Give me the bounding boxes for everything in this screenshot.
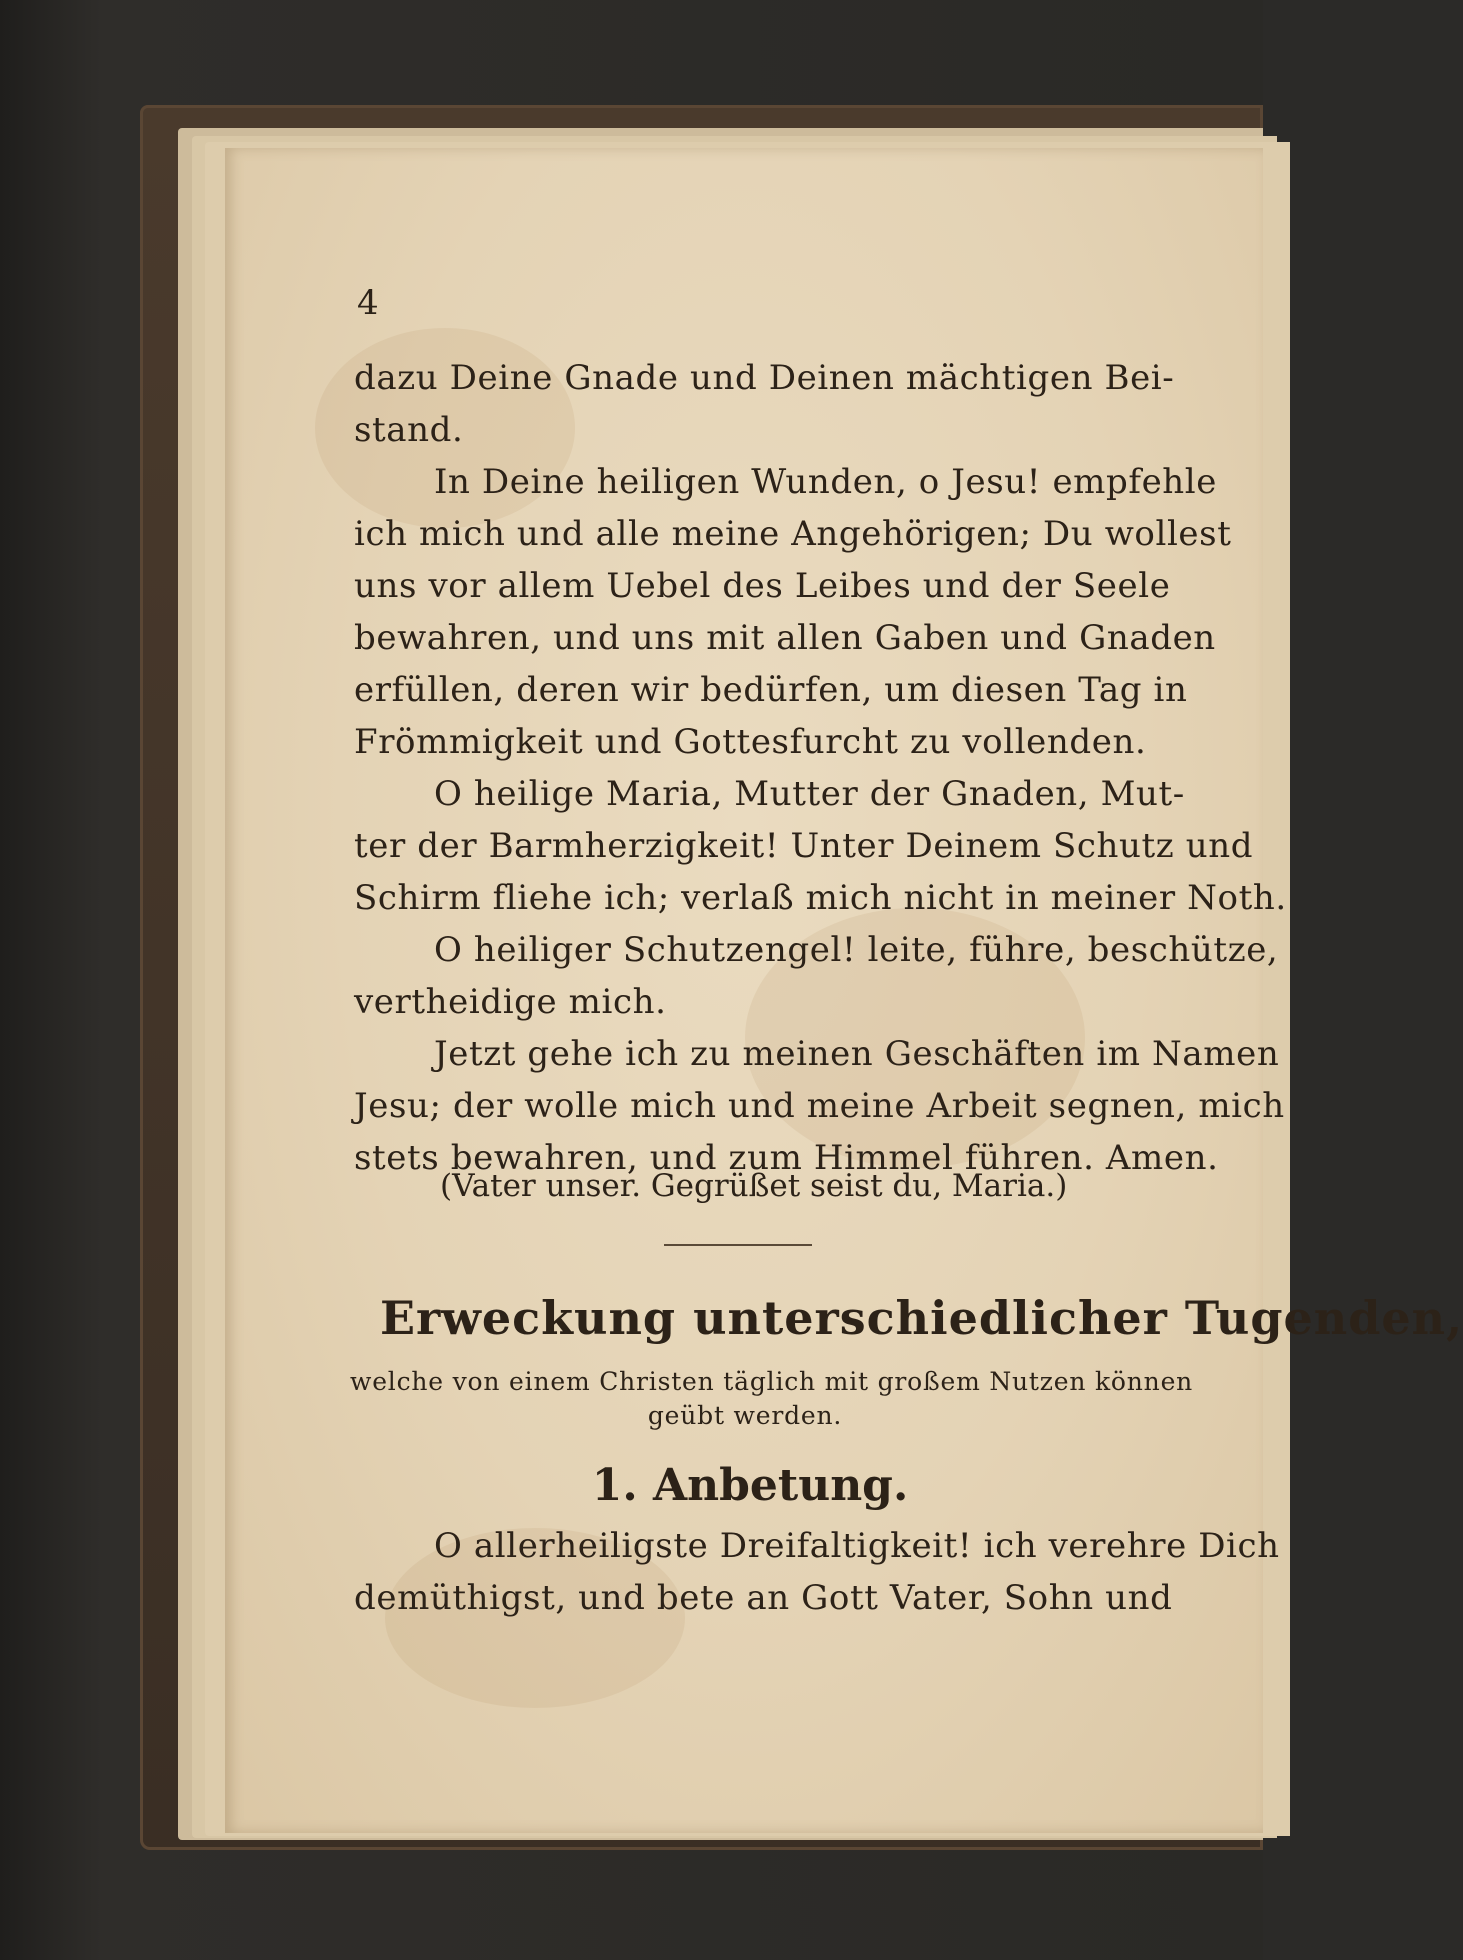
- text-line: Jetzt gehe ich zu meinen Geschäften im Namen: [434, 1034, 1280, 1074]
- page-number: 4: [357, 283, 379, 323]
- text-line: bewahren, und uns mit allen Gaben und Gnaden: [354, 618, 1216, 658]
- text-line: O heiliger Schutzengel! leite, führe, beschütze,: [434, 930, 1279, 970]
- text-line: Jesu; der wolle mich und meine Arbeit segnen, mich: [354, 1086, 1285, 1126]
- text-line: demüthigst, und bete an Gott Vater, Sohn und: [354, 1578, 1173, 1618]
- text-line: ich mich und alle meine Angehörigen; Du wollest: [354, 514, 1232, 554]
- text-line: O allerheiligste Dreifaltigkeit! ich verehre Dich: [434, 1526, 1280, 1566]
- section-subtitle: welche von einem Christen täglich mit großem Nutzen können: [350, 1367, 1194, 1396]
- text-line: erfüllen, deren wir bedürfen, um diesen Tag in: [354, 670, 1188, 710]
- text-line: In Deine heiligen Wunden, o Jesu! empfehle: [434, 462, 1217, 502]
- prayer-caption: (Vater unser. Gegrüßet seist du, Maria.): [440, 1168, 1068, 1204]
- text-line: O heilige Maria, Mutter der Gnaden, Mut-: [434, 774, 1185, 814]
- text-line: uns vor allem Uebel des Leibes und der Seele: [354, 566, 1171, 606]
- text-line: Schirm fliehe ich; verlaß mich nicht in meiner Noth.: [354, 878, 1287, 918]
- section-title: Erweckung unterschiedlicher Tugenden,: [380, 1291, 1463, 1345]
- section-subtitle: geübt werden.: [647, 1401, 843, 1430]
- text-line: stets bewahren, und zum Himmel führen. Amen.: [354, 1138, 1219, 1178]
- text-line: stand.: [354, 410, 464, 450]
- text-line: ter der Barmherzigkeit! Unter Deinem Schutz und: [354, 826, 1254, 866]
- text-line: dazu Deine Gnade und Deinen mächtigen Bei-: [354, 358, 1175, 398]
- text-line: Frömmigkeit und Gottesfurcht zu vollenden.: [354, 722, 1147, 762]
- section-divider: [664, 1244, 812, 1246]
- text-line: vertheidige mich.: [354, 982, 667, 1022]
- subheading: 1. Anbetung.: [591, 1460, 909, 1511]
